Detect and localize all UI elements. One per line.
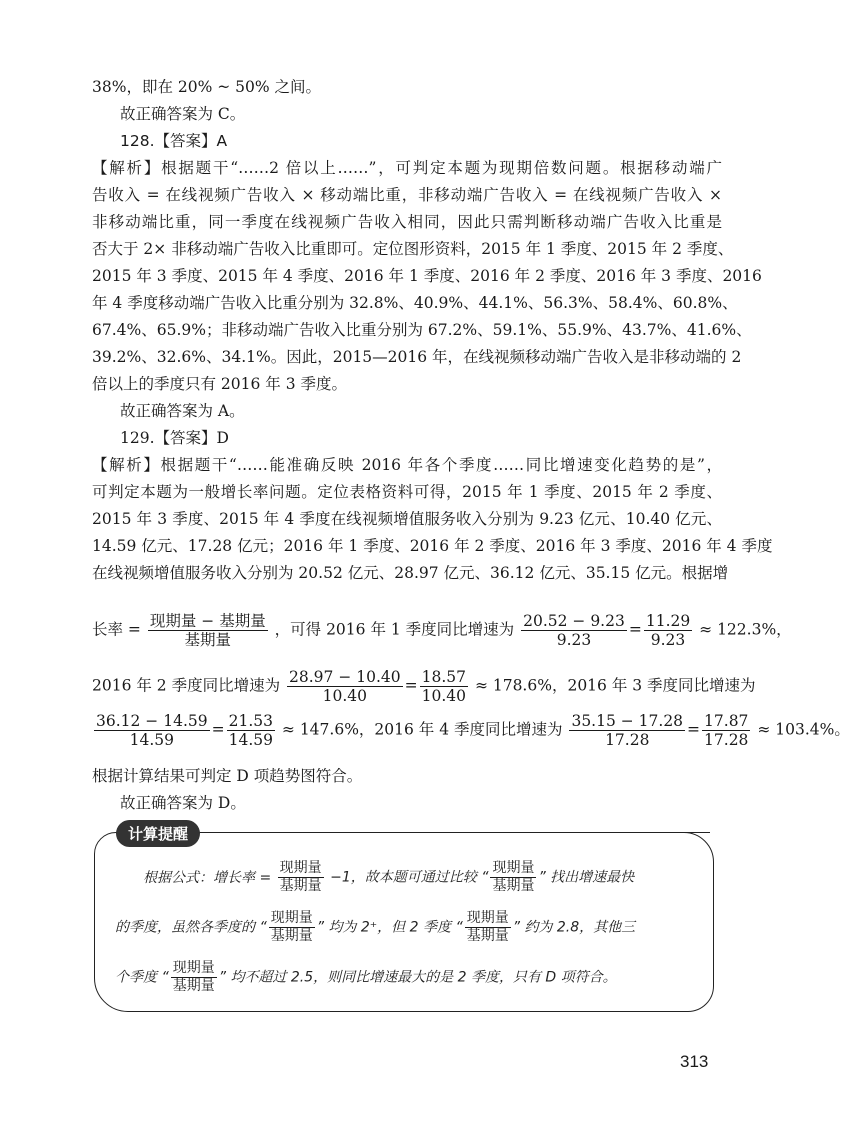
equals-sign: = bbox=[404, 676, 418, 695]
denominator: 基期量 bbox=[184, 631, 232, 649]
fraction bbox=[465, 910, 511, 945]
fraction bbox=[702, 712, 750, 749]
fraction bbox=[420, 668, 468, 705]
text-line: 年 4 季度移动端广告收入比重分别为 32.8%、40.9%、44.1%、56.3%、58.4%、60.8%、 bbox=[92, 294, 738, 312]
text-line: 【解析】根据题干“……2 倍以上……”，可判定本题为现期倍数问题。根据移动端广 bbox=[92, 159, 722, 177]
numerator: 28.97 − 10.40 bbox=[289, 668, 401, 686]
formula-line bbox=[92, 668, 756, 705]
text-segment: 找出增速最快 bbox=[550, 869, 635, 886]
quote-mark: ” bbox=[512, 919, 520, 936]
text-segment: 长率 = bbox=[92, 620, 141, 639]
question-129-answer: 129.【答案】D bbox=[120, 429, 229, 447]
numerator: 36.12 − 14.59 bbox=[96, 712, 208, 730]
question-128-answer: 128.【答案】A bbox=[120, 132, 228, 150]
text-segment: ≈ 122.3%， bbox=[699, 620, 792, 639]
denominator: 基期量 bbox=[279, 878, 322, 894]
text-segment: ，可得 2016 年 1 季度同比增速为 bbox=[274, 620, 515, 639]
fraction bbox=[171, 960, 217, 995]
denominator: 10.40 bbox=[322, 687, 368, 705]
answer-line: 故正确答案为 A。 bbox=[120, 402, 245, 420]
text-segment: −1，故本题可通过比较 bbox=[330, 869, 477, 886]
numerator: 11.29 bbox=[645, 612, 691, 630]
quote-mark: “ bbox=[455, 919, 463, 936]
denominator: 基期量 bbox=[270, 928, 313, 944]
equals-sign: = bbox=[211, 720, 225, 739]
text-line: 39.2%、32.6%、34.1%。因此，2015—2016 年，在线视频移动端广告收入是非移动端的 2 bbox=[92, 348, 742, 366]
answer-line: 故正确答案为 D。 bbox=[120, 794, 246, 812]
quote-mark: ” bbox=[316, 919, 324, 936]
numerator: 现期量 bbox=[492, 860, 535, 876]
text-segment: 个季度 bbox=[115, 969, 157, 986]
fraction bbox=[569, 712, 685, 749]
text-line: 【解析】根据题干“……能准确反映 2016 年各个季度……同比增速变化趋势的是”， bbox=[92, 456, 722, 474]
denominator: 9.23 bbox=[556, 631, 592, 649]
denominator: 9.23 bbox=[650, 631, 686, 649]
growth-rate-fraction bbox=[148, 612, 268, 649]
numerator: 18.57 bbox=[421, 668, 466, 686]
fraction bbox=[278, 860, 324, 895]
denominator: 17.28 bbox=[704, 731, 749, 749]
text-line: 38%，即在 20% ~ 50% 之间。 bbox=[92, 78, 322, 96]
text-line: 在线视频增值服务收入分别为 20.52 亿元、28.97 亿元、36.12 亿元、35.15 亿元。根据增 bbox=[92, 564, 729, 582]
quote-mark: “ bbox=[259, 919, 267, 936]
tip-line bbox=[115, 860, 705, 895]
numerator: 35.15 − 17.28 bbox=[571, 712, 684, 730]
numerator: 现期量 − 基期量 bbox=[149, 612, 266, 630]
quote-mark: ” bbox=[538, 869, 546, 886]
denominator: 14.59 bbox=[129, 731, 174, 749]
text-line: 否大于 2× 非移动端广告收入比重即可。定位图形资料，2015 年 1 季度、2015 年 2 季度、 bbox=[92, 240, 734, 258]
page-number: 313 bbox=[680, 1052, 709, 1071]
text-segment: ≈ 147.6%，2016 年 4 季度同比增速为 bbox=[281, 720, 563, 739]
text-segment: ≈ 103.4%。 bbox=[757, 720, 850, 739]
fraction bbox=[644, 612, 692, 649]
text-segment: 均为 2⁺，但 2 季度 bbox=[328, 919, 451, 936]
denominator: 17.28 bbox=[605, 731, 650, 749]
numerator: 现期量 bbox=[270, 910, 313, 926]
text-line: 67.4%、65.9%；非移动端广告收入比重分别为 67.2%、59.1%、55.9%、43.7%、41.6%、 bbox=[92, 321, 752, 339]
numerator: 现期量 bbox=[172, 960, 215, 976]
divider bbox=[214, 832, 710, 833]
numerator: 现期量 bbox=[466, 910, 509, 926]
fraction bbox=[287, 668, 403, 705]
numerator: 20.52 − 9.23 bbox=[523, 612, 625, 630]
text-segment: 根据公式：增长率 = bbox=[143, 869, 272, 886]
tip-tag: 计算提醒 bbox=[116, 820, 200, 847]
formula-line bbox=[92, 712, 850, 749]
text-line: 2015 年 3 季度、2015 年 4 季度、2016 年 1 季度、2016 年 2 季度、2016 年 3 季度、2016 bbox=[92, 267, 762, 285]
numerator: 21.53 bbox=[228, 712, 273, 730]
fraction bbox=[227, 712, 275, 749]
equals-sign: = bbox=[687, 720, 701, 739]
quote-mark: “ bbox=[161, 969, 169, 986]
denominator: 基期量 bbox=[172, 978, 215, 994]
fraction bbox=[269, 910, 315, 945]
equals-sign: = bbox=[628, 620, 642, 639]
denominator: 基期量 bbox=[466, 928, 509, 944]
fraction bbox=[521, 612, 627, 649]
text-line: 根据计算结果可判定 D 项趋势图符合。 bbox=[92, 767, 363, 785]
text-line: 倍以上的季度只有 2016 年 3 季度。 bbox=[92, 375, 348, 393]
text-line: 2015 年 3 季度、2015 年 4 季度在线视频增值服务收入分别为 9.23 亿元、10.40 亿元、 bbox=[92, 510, 722, 528]
numerator: 现期量 bbox=[279, 860, 322, 876]
text-segment: 均不超过 2.5，则同比增速最大的是 2 季度，只有 D 项符合。 bbox=[230, 969, 617, 986]
answer-line: 故正确答案为 C。 bbox=[120, 105, 246, 123]
tip-line bbox=[115, 910, 705, 945]
text-line: 告收入 = 在线视频广告收入 × 移动端比重，非移动端广告收入 = 在线视频广告收入 × bbox=[92, 186, 722, 204]
text-line: 可判定本题为一般增长率问题。定位表格资料可得，2015 年 1 季度、2015 年 2 季度、 bbox=[92, 483, 722, 501]
numerator: 17.87 bbox=[704, 712, 749, 730]
text-segment: 的季度，虽然各季度的 bbox=[115, 919, 255, 936]
fraction bbox=[94, 712, 210, 749]
text-line: 14.59 亿元、17.28 亿元；2016 年 1 季度、2016 年 2 季度、2016 年 3 季度、2016 年 4 季度 bbox=[92, 537, 773, 555]
text-segment: ≈ 178.6%，2016 年 3 季度同比增速为 bbox=[474, 676, 756, 695]
quote-mark: “ bbox=[481, 869, 489, 886]
denominator: 10.40 bbox=[421, 687, 466, 705]
denominator: 基期量 bbox=[492, 878, 535, 894]
formula-line bbox=[92, 612, 792, 649]
quote-mark: ” bbox=[218, 969, 226, 986]
text-line: 非移动端比重，同一季度在线视频广告收入相同，因此只需判断移动端广告收入比重是 bbox=[92, 213, 722, 231]
tip-line bbox=[115, 960, 705, 995]
text-segment: 约为 2.8，其他三 bbox=[524, 919, 636, 936]
fraction bbox=[490, 860, 536, 895]
text-segment: 2016 年 2 季度同比增速为 bbox=[92, 676, 281, 695]
denominator: 14.59 bbox=[228, 731, 273, 749]
